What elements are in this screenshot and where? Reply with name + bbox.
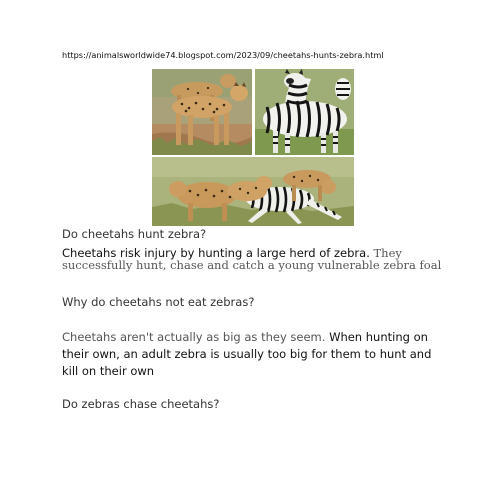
question-zebras-chase-cheetahs: Do zebras chase cheetahs? [62, 397, 220, 411]
source-url[interactable]: https://animalsworldwide74.blogspot.com/2023/09/cheetahs-hunts-zebra.html [62, 50, 384, 60]
question-not-eat-zebras: Why do cheetahs not eat zebras? [62, 295, 255, 309]
answer-hunt-zebra-part2: They successfully hunt, chase and catch a young vulnerable zebra foal [62, 246, 442, 272]
answer-hunt-zebra [62, 248, 442, 271]
cheetahs-hunting-zebra-photo [152, 157, 354, 226]
answer-not-eat-zebras [62, 329, 442, 380]
question-hunt-zebra: Do cheetahs hunt zebra? [62, 227, 207, 241]
two-zebras-photo [255, 69, 354, 155]
two-cheetahs-photo [152, 69, 252, 155]
answer-hunt-zebra-part1: Cheetahs risk injury by hunting a large herd of zebra. [62, 246, 370, 260]
answer-not-eat-zebras-part2: When hunting on their own, an adult zebra is usually too big for them to hunt and kill on their own [62, 330, 432, 378]
answer-not-eat-zebras-part1: Cheetahs aren't actually as big as they seem. [62, 330, 326, 344]
